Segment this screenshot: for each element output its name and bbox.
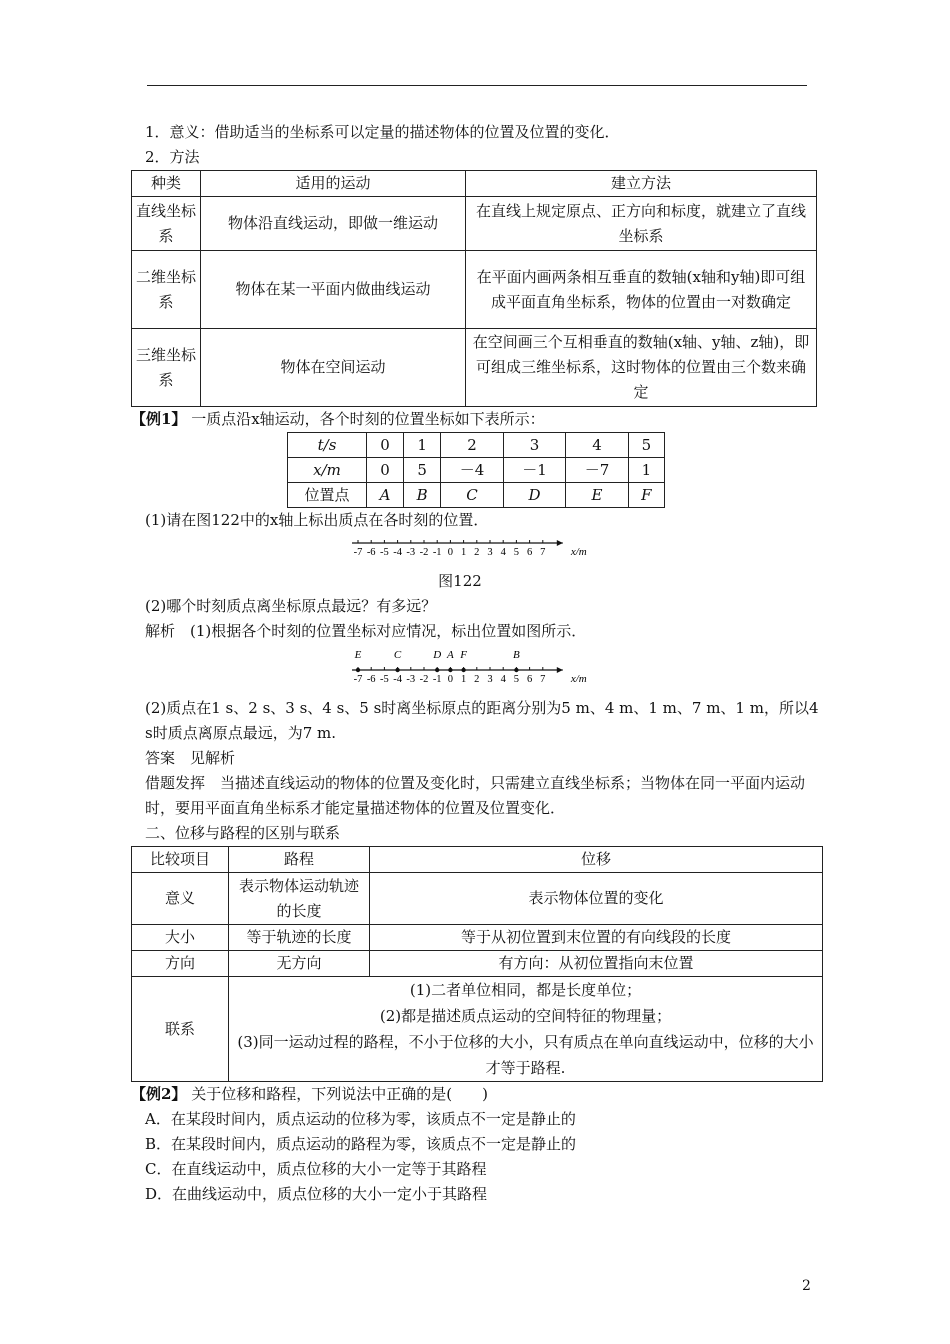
position-point-label: F xyxy=(460,649,467,661)
relation-cell xyxy=(229,977,823,1082)
compare-disp: 有方向：从初位置指向末位置 xyxy=(370,951,823,977)
row-label-t: t/s xyxy=(288,433,367,458)
x-cell: －4 xyxy=(441,458,504,483)
point-cell: C xyxy=(441,483,504,508)
compare-header-item: 比较项目 xyxy=(132,847,229,873)
comparison-table xyxy=(131,846,823,1082)
tick-label: 7 xyxy=(540,674,546,685)
tick-label: -2 xyxy=(419,547,429,558)
method-header-method: 建立方法 xyxy=(466,171,817,197)
x-cell: 1 xyxy=(628,458,664,483)
option-c: C．在直线运动中，质点位移的大小一定等于其路程 xyxy=(145,1160,487,1178)
relation-line: (1)二者单位相同，都是长度单位； xyxy=(409,981,642,999)
method-header-kind: 种类 xyxy=(132,171,201,197)
header-rule xyxy=(147,85,807,86)
answer: 答案 见解析 xyxy=(145,749,236,767)
intro-line-1: 1．意义：借助适当的坐标系可以定量的描述物体的位置及位置的变化． xyxy=(145,123,620,141)
tick-label: -1 xyxy=(432,674,442,685)
option-a: A．在某段时间内，质点运动的位移为零，该质点不一定是静止的 xyxy=(145,1110,576,1128)
method-table xyxy=(131,170,817,407)
t-cell: 2 xyxy=(441,433,504,458)
point-cell: A xyxy=(367,483,404,508)
tick-label: -3 xyxy=(406,674,416,685)
table-row xyxy=(132,197,817,251)
compare-item: 大小 xyxy=(132,925,229,951)
compare-disp: 表示物体位置的变化 xyxy=(370,873,823,925)
example1-text: 一质点沿x轴运动，各个时刻的位置坐标如下表所示： xyxy=(191,410,545,428)
position-point xyxy=(395,668,399,672)
position-point-label: B xyxy=(513,649,520,661)
t-cell: 4 xyxy=(566,433,629,458)
figure-caption: 图122 xyxy=(438,572,482,590)
point-cell: F xyxy=(628,483,664,508)
tick-label: 3 xyxy=(487,547,493,558)
tick-label: -5 xyxy=(380,674,389,685)
row-label-point: 位置点 xyxy=(288,483,367,508)
option-d: D．在曲线运动中，质点位移的大小一定小于其路程 xyxy=(145,1185,488,1203)
tick-label: 2 xyxy=(474,674,480,685)
page-number: 2 xyxy=(802,1278,811,1294)
tick-label: -7 xyxy=(353,674,363,685)
t-cell: 0 xyxy=(367,433,404,458)
method-method: 在平面内画两条相互垂直的数轴(x轴和y轴)即可组成平面直角坐标系，物体的位置由一对数确定 xyxy=(466,251,817,329)
analysis-1: 解析 (1)根据各个时刻的位置坐标对应情况，标出位置如图所示． xyxy=(145,622,587,640)
table-row xyxy=(132,329,817,407)
tick-label: 0 xyxy=(447,547,454,558)
method-motion: 物体在某一平面内做曲线运动 xyxy=(201,251,466,329)
table-row xyxy=(132,251,817,329)
table-row xyxy=(132,951,823,977)
compare-path: 表示物体运动轨迹的长度 xyxy=(229,873,370,925)
row-label-x: x/m xyxy=(288,458,367,483)
relation-label: 联系 xyxy=(132,977,229,1082)
axis-label: x/m xyxy=(570,673,587,685)
method-kind: 二维坐标系 xyxy=(132,251,201,329)
compare-path: 无方向 xyxy=(229,951,370,977)
compare-path: 等于轨迹的长度 xyxy=(229,925,370,951)
method-header-motion: 适用的运动 xyxy=(201,171,466,197)
tick-label: -5 xyxy=(380,547,389,558)
document-body xyxy=(131,120,825,1207)
insight: 借题发挥 当描述直线运动的物体的位置及变化时，只需建立直线坐标系；当物体在同一平面内运动时，要用平面直角坐标系才能定量描述物体的位置及位置变化． xyxy=(145,774,806,817)
position-point-label: A xyxy=(447,649,454,661)
table-row xyxy=(288,483,665,508)
compare-header-path: 路程 xyxy=(229,847,370,873)
tick-label: 6 xyxy=(526,674,533,685)
tick-label: -6 xyxy=(366,547,376,558)
option-b: B．在某段时间内，质点运动的路程为零，该质点不一定是静止的 xyxy=(145,1135,577,1153)
tick-label: -6 xyxy=(366,674,376,685)
axis-label: x/m xyxy=(570,546,587,558)
tick-label: 1 xyxy=(460,547,467,558)
example1-stem xyxy=(131,407,825,432)
table-row xyxy=(288,458,665,483)
compare-header-disp: 位移 xyxy=(370,847,823,873)
position-point xyxy=(514,668,518,672)
x-cell: 0 xyxy=(367,458,404,483)
marked-number-line-figure xyxy=(350,646,825,694)
example2-tag: 【例2】 xyxy=(131,1085,187,1103)
analysis-2: (2)质点在1 s、2 s、3 s、4 s、5 s时离坐标原点的距离分别为5 m、4 m、1 m、7 m、1 m，所以4 s时质点离原点最远，为7 m. xyxy=(145,699,819,742)
tick-label: 4 xyxy=(500,674,506,685)
number-line-figure xyxy=(350,535,825,567)
method-motion: 物体沿直线运动，即做一维运动 xyxy=(201,197,466,251)
compare-item: 意义 xyxy=(132,873,229,925)
intro-line-2: 2．方法 xyxy=(145,148,200,166)
method-kind: 直线坐标系 xyxy=(132,197,201,251)
relation-line: (2)都是描述质点运动的空间特征的物理量； xyxy=(379,1007,672,1025)
tick-label: 1 xyxy=(460,674,467,685)
relation-line: (3)同一运动过程的路程，不小于位移的大小，只有质点在单向直线运动中，位移的大小才等于路程. xyxy=(237,1033,814,1077)
position-point xyxy=(435,668,439,672)
position-point xyxy=(356,668,360,672)
tick-label: 0 xyxy=(447,674,454,685)
position-point-label: C xyxy=(393,649,402,661)
tick-label: 2 xyxy=(474,547,480,558)
tick-label: -4 xyxy=(393,547,402,558)
x-cell: －7 xyxy=(566,458,629,483)
x-cell: －1 xyxy=(503,458,566,483)
number-line-axis xyxy=(350,535,600,559)
table-row xyxy=(132,977,823,1082)
position-table xyxy=(287,432,665,508)
question-1: (1)请在图122中的x轴上标出质点在各时刻的位置． xyxy=(145,511,489,529)
method-kind: 三维坐标系 xyxy=(132,329,201,407)
tick-label: -2 xyxy=(419,674,429,685)
tick-label: -7 xyxy=(353,547,363,558)
position-point xyxy=(461,668,465,672)
marked-number-line-axis xyxy=(350,646,600,686)
section-2-title: 二、位移与路程的区别与联系 xyxy=(145,824,341,842)
table-row xyxy=(132,925,823,951)
tick-label: 5 xyxy=(513,674,520,685)
compare-item: 方向 xyxy=(132,951,229,977)
axis-arrow xyxy=(557,540,563,546)
example2-stem xyxy=(131,1082,825,1107)
tick-label: -1 xyxy=(432,547,442,558)
example1-tag: 【例1】 xyxy=(131,410,187,428)
position-point-label: E xyxy=(354,649,362,661)
tick-label: 6 xyxy=(526,547,533,558)
compare-disp: 等于从初位置到末位置的有向线段的长度 xyxy=(370,925,823,951)
question-2: (2)哪个时刻质点离坐标原点最远？有多远？ xyxy=(145,597,437,615)
tick-label: 3 xyxy=(487,674,493,685)
tick-label: 4 xyxy=(500,547,506,558)
method-method: 在空间画三个互相垂直的数轴(x轴、y轴、z轴)，即可组成三维坐标系，这时物体的位置由三个数来确定 xyxy=(466,329,817,407)
point-cell: E xyxy=(566,483,629,508)
method-motion: 物体在空间运动 xyxy=(201,329,466,407)
axis-arrow xyxy=(557,667,563,673)
position-point-label: D xyxy=(433,649,442,661)
method-method: 在直线上规定原点、正方向和标度，就建立了直线坐标系 xyxy=(466,197,817,251)
point-cell: B xyxy=(403,483,440,508)
t-cell: 1 xyxy=(403,433,440,458)
example2-question: 关于位移和路程，下列说法中正确的是( ) xyxy=(191,1085,488,1103)
table-row xyxy=(288,433,665,458)
table-row xyxy=(132,873,823,925)
t-cell: 5 xyxy=(628,433,664,458)
t-cell: 3 xyxy=(503,433,566,458)
tick-label: -4 xyxy=(393,674,402,685)
tick-label: 7 xyxy=(540,547,546,558)
x-cell: 5 xyxy=(403,458,440,483)
table-row xyxy=(132,847,823,873)
point-cell: D xyxy=(503,483,566,508)
tick-label: -3 xyxy=(406,547,416,558)
position-point xyxy=(448,668,452,672)
tick-label: 5 xyxy=(513,547,520,558)
